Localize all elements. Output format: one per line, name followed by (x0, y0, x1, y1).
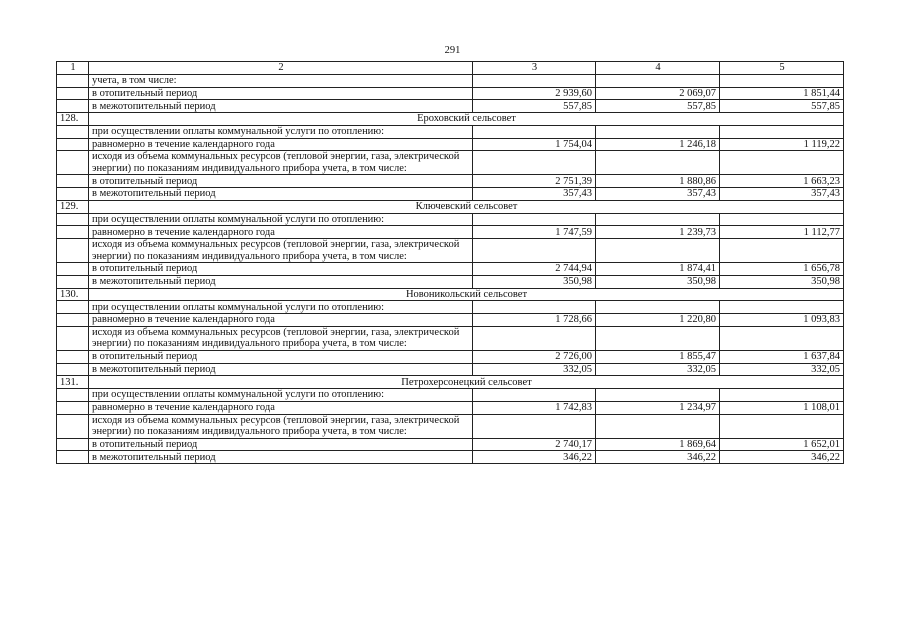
section-header-row (57, 113, 844, 126)
value-cell: 357,43 (720, 188, 844, 201)
value-cell: 1 220,80 (596, 314, 720, 327)
value-cell: 350,98 (720, 275, 844, 288)
value-cell: 357,43 (596, 188, 720, 201)
value-cell (596, 239, 720, 263)
value-cell: 350,98 (596, 275, 720, 288)
value-cell: 1 637,84 (720, 350, 844, 363)
row-number-cell (57, 363, 89, 376)
row-label: равномерно в течение календарного года (89, 226, 473, 239)
value-cell (596, 74, 720, 87)
header-cell: 4 (596, 62, 720, 75)
value-cell: 557,85 (596, 100, 720, 113)
value-cell: 1 239,73 (596, 226, 720, 239)
header-cell: 5 (720, 62, 844, 75)
section-title: Петрохерсонецкий сельсовет (89, 376, 844, 389)
section-number: 131. (57, 376, 89, 389)
value-cell (596, 389, 720, 402)
row-number-cell (57, 263, 89, 276)
value-cell: 1 855,47 (596, 350, 720, 363)
row-label: в межотопительный период (89, 363, 473, 376)
row-label: в отопительный период (89, 263, 473, 276)
table-row (57, 451, 844, 464)
row-label: в межотопительный период (89, 100, 473, 113)
row-label: равномерно в течение календарного года (89, 314, 473, 327)
section-title: Ероховский сельсовет (89, 113, 844, 126)
section-number: 129. (57, 200, 89, 213)
row-number-cell (57, 389, 89, 402)
value-cell: 1 108,01 (720, 401, 844, 414)
value-cell (720, 239, 844, 263)
table-row (57, 125, 844, 138)
section-title: Ключевский сельсовет (89, 200, 844, 213)
header-cell: 1 (57, 62, 89, 75)
table-row (57, 188, 844, 201)
table-row (57, 438, 844, 451)
row-number-cell (57, 275, 89, 288)
section-header-row (57, 288, 844, 301)
table-row (57, 275, 844, 288)
value-cell: 1 246,18 (596, 138, 720, 151)
header-cell: 3 (473, 62, 596, 75)
row-label: исходя из объема коммунальных ресурсов (тепловой энергии, газа, электрической энергии) по показаниям индивидуального прибора учета, в том числе: (89, 414, 473, 438)
section-title: Новоникольский сельсовет (89, 288, 844, 301)
value-cell: 1 747,59 (473, 226, 596, 239)
value-cell: 2 744,94 (473, 263, 596, 276)
section-header-row (57, 376, 844, 389)
value-cell (720, 301, 844, 314)
value-cell: 2 726,00 (473, 350, 596, 363)
value-cell (596, 326, 720, 350)
row-label: исходя из объема коммунальных ресурсов (тепловой энергии, газа, электрической энергии) по показаниям индивидуального прибора учета, в том числе: (89, 151, 473, 175)
value-cell (720, 213, 844, 226)
row-label: при осуществлении оплаты коммунальной услуги по отоплению: (89, 213, 473, 226)
value-cell: 1 234,97 (596, 401, 720, 414)
table-row (57, 363, 844, 376)
row-label: учета, в том числе: (89, 74, 473, 87)
header-row (57, 62, 844, 75)
table-row (57, 301, 844, 314)
value-cell: 357,43 (473, 188, 596, 201)
value-cell (473, 213, 596, 226)
value-cell: 1 880,86 (596, 175, 720, 188)
value-cell (596, 125, 720, 138)
row-label: исходя из объема коммунальных ресурсов (тепловой энергии, газа, электрической энергии) по показаниям индивидуального прибора учета, в том числе: (89, 239, 473, 263)
table-row (57, 414, 844, 438)
row-number-cell (57, 239, 89, 263)
row-label: в отопительный период (89, 438, 473, 451)
value-cell (596, 151, 720, 175)
row-number-cell (57, 138, 89, 151)
value-cell: 1 112,77 (720, 226, 844, 239)
value-cell: 1 663,23 (720, 175, 844, 188)
row-number-cell (57, 350, 89, 363)
value-cell (473, 326, 596, 350)
value-cell (473, 239, 596, 263)
row-label: в межотопительный период (89, 275, 473, 288)
table-row (57, 87, 844, 100)
row-number-cell (57, 451, 89, 464)
row-label: в отопительный период (89, 175, 473, 188)
table-row (57, 100, 844, 113)
value-cell: 346,22 (473, 451, 596, 464)
row-number-cell (57, 151, 89, 175)
row-label: в отопительный период (89, 350, 473, 363)
value-cell: 557,85 (473, 100, 596, 113)
table-row (57, 138, 844, 151)
header-cell: 2 (89, 62, 473, 75)
value-cell: 1 728,66 (473, 314, 596, 327)
value-cell: 2 751,39 (473, 175, 596, 188)
value-cell: 1 742,83 (473, 401, 596, 414)
value-cell: 346,22 (596, 451, 720, 464)
value-cell: 332,05 (596, 363, 720, 376)
row-number-cell (57, 188, 89, 201)
value-cell: 2 939,60 (473, 87, 596, 100)
value-cell: 1 869,64 (596, 438, 720, 451)
value-cell (720, 74, 844, 87)
table-row (57, 401, 844, 414)
section-number: 128. (57, 113, 89, 126)
table-row (57, 389, 844, 402)
value-cell: 557,85 (720, 100, 844, 113)
row-number-cell (57, 314, 89, 327)
value-cell: 1 874,41 (596, 263, 720, 276)
value-cell (720, 125, 844, 138)
value-cell (473, 125, 596, 138)
value-cell (596, 301, 720, 314)
value-cell (720, 389, 844, 402)
table-row (57, 74, 844, 87)
table-body (57, 62, 844, 464)
row-number-cell (57, 175, 89, 188)
row-number-cell (57, 414, 89, 438)
row-number-cell (57, 226, 89, 239)
row-label: в межотопительный период (89, 188, 473, 201)
value-cell (720, 326, 844, 350)
table-row (57, 226, 844, 239)
value-cell: 1 851,44 (720, 87, 844, 100)
row-label: равномерно в течение календарного года (89, 401, 473, 414)
value-cell: 1 754,04 (473, 138, 596, 151)
value-cell (473, 301, 596, 314)
value-cell: 2 069,07 (596, 87, 720, 100)
value-cell: 350,98 (473, 275, 596, 288)
row-number-cell (57, 74, 89, 87)
value-cell: 2 740,17 (473, 438, 596, 451)
row-label: при осуществлении оплаты коммунальной услуги по отоплению: (89, 125, 473, 138)
row-number-cell (57, 87, 89, 100)
row-number-cell (57, 100, 89, 113)
table-row (57, 213, 844, 226)
page-number: 291 (444, 45, 461, 56)
row-number-cell (57, 301, 89, 314)
value-cell: 332,05 (473, 363, 596, 376)
row-number-cell (57, 438, 89, 451)
value-cell (473, 74, 596, 87)
table-row (57, 151, 844, 175)
table-row (57, 326, 844, 350)
row-label: при осуществлении оплаты коммунальной услуги по отоплению: (89, 301, 473, 314)
section-header-row (57, 200, 844, 213)
value-cell (720, 151, 844, 175)
value-cell (596, 414, 720, 438)
value-cell (596, 213, 720, 226)
value-cell: 1 093,83 (720, 314, 844, 327)
value-cell: 346,22 (720, 451, 844, 464)
row-number-cell (57, 326, 89, 350)
row-number-cell (57, 125, 89, 138)
value-cell (473, 414, 596, 438)
row-label: равномерно в течение календарного года (89, 138, 473, 151)
value-cell (720, 414, 844, 438)
section-number: 130. (57, 288, 89, 301)
row-number-cell (57, 401, 89, 414)
table-row (57, 314, 844, 327)
value-cell: 1 119,22 (720, 138, 844, 151)
value-cell (473, 389, 596, 402)
row-number-cell (57, 213, 89, 226)
row-label: в межотопительный период (89, 451, 473, 464)
table-row (57, 350, 844, 363)
row-label: в отопительный период (89, 87, 473, 100)
tariff-table (56, 61, 844, 464)
value-cell (473, 151, 596, 175)
value-cell: 1 652,01 (720, 438, 844, 451)
row-label: исходя из объема коммунальных ресурсов (тепловой энергии, газа, электрической энергии) по показаниям индивидуального прибора учета, в том числе: (89, 326, 473, 350)
table-row (57, 175, 844, 188)
row-label: при осуществлении оплаты коммунальной услуги по отоплению: (89, 389, 473, 402)
value-cell: 1 656,78 (720, 263, 844, 276)
table-row (57, 239, 844, 263)
value-cell: 332,05 (720, 363, 844, 376)
table-row (57, 263, 844, 276)
